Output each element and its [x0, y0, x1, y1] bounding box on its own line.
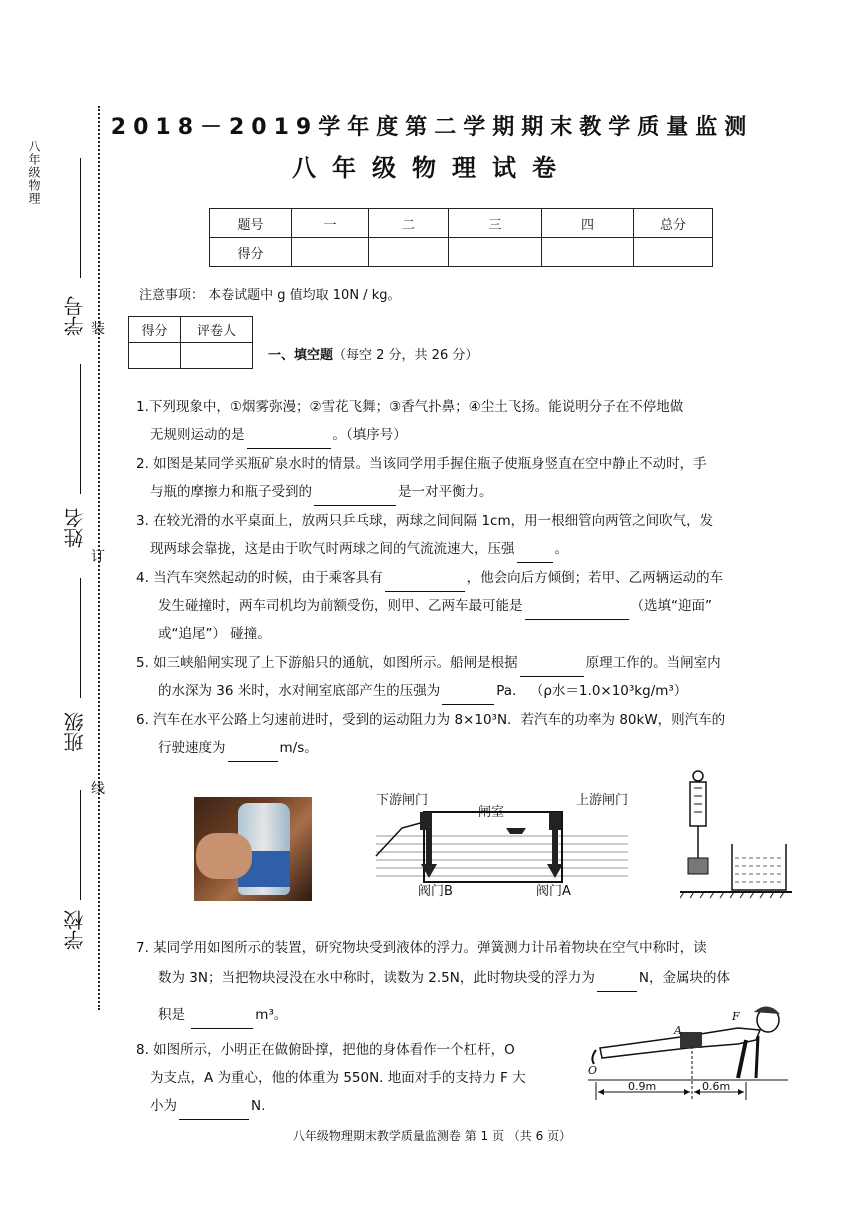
q2-text-end: 是一对平衡力。 [398, 484, 493, 500]
binding-mark-2: 订 [91, 549, 105, 565]
q5-answer-blank-1[interactable] [520, 661, 584, 677]
score-header-cell: 题号 [210, 209, 292, 238]
q4-text-4: （选填“迎面” [630, 598, 712, 614]
section-heading [268, 344, 478, 363]
pushup-force-f: F [732, 1010, 740, 1023]
student-id-label: 学号 [63, 296, 87, 336]
score-header-cell: 四 [542, 209, 634, 238]
grader-score-cell[interactable] [129, 343, 181, 369]
question-6-line-2 [158, 734, 318, 762]
q3-text: 现两球会靠拢，这是由于吹气时两球之间的气流流速大，压强 [150, 541, 515, 557]
score-header-cell: 二 [369, 209, 449, 238]
q7-text: 数为 3N；当把物块浸没在水中称时，读数为 2.5N，此时物块受的浮力为 [158, 970, 595, 986]
q2-text: 与瓶的摩擦力和瓶子受到的 [150, 484, 312, 500]
q1-answer-blank[interactable] [247, 433, 331, 449]
notice: 注意事项： 本卷试题中 g 值均取 10N / kg。 [139, 288, 401, 303]
score-cell[interactable] [292, 238, 369, 267]
exam-subtitle: 八年级物理试卷 [292, 154, 572, 182]
q4-answer-blank-1[interactable] [385, 576, 465, 592]
lock-label-downstream: 下游闸门 [376, 793, 429, 808]
lock-label-valve-b: 阀门B [418, 884, 453, 899]
question-1-line-1: 1.下列现象中，①烟雾弥漫；②雪花飞舞；③香气扑鼻；④尘土飞扬。能说明分子在不停地做 [136, 399, 684, 415]
spring-scale-diagram [680, 766, 792, 900]
pushup-diagram [588, 1000, 802, 1106]
q8-text: 小为 [150, 1098, 177, 1114]
score-cell[interactable] [542, 238, 634, 267]
q4-text-3: 发生碰撞时，两车司机均为前额受伤，则甲、乙两车最可能是 [158, 598, 523, 614]
binding-dotted-line [98, 106, 100, 1010]
class-line [80, 578, 81, 698]
score-table [209, 208, 713, 267]
question-3-line-1: 3. 在较光滑的水平桌面上，放两只乒乓球，两球之间间隔 1cm，用一根细管向两管之间吹气，发 [136, 513, 714, 529]
section-title: 一、填空题 [268, 348, 334, 363]
q7-answer-blank-2[interactable] [191, 1013, 253, 1029]
name-label: 姓名 [63, 508, 87, 548]
q6-text-end: m/s。 [279, 740, 318, 756]
q5-answer-blank-2[interactable] [442, 689, 494, 705]
score-header-cell: 三 [449, 209, 542, 238]
q3-text-end: 。 [554, 541, 568, 557]
q1-text-end: 。（填序号） [332, 427, 407, 443]
q4-text-2: ，他会向后方倾倒；若甲、乙两辆运动的车 [466, 570, 724, 586]
q5-text-3: 的水深为 36 米时，水对闸室底部产生的压强为 [158, 683, 441, 699]
question-1-line-2 [150, 421, 407, 449]
class-label: 班级 [63, 712, 87, 752]
pushup-point-a: A [674, 1024, 682, 1037]
lock-label-valve-a: 阀门A [536, 884, 571, 899]
question-3-line-2 [150, 535, 568, 563]
binding-mark-3: 线 [91, 781, 105, 797]
ship-lock-diagram [366, 784, 638, 900]
q7-text-3: 积是 [158, 1007, 190, 1023]
question-7-line-1: 7. 某同学用如图所示的装置，研究物块受到液体的浮力。弹簧测力计吊着物块在空气中称时，读 [136, 940, 707, 956]
q2-answer-blank[interactable] [314, 490, 396, 506]
q8-answer-blank[interactable] [179, 1104, 249, 1120]
q5-text: 5. 如三峡船闸实现了上下游船只的通航，如图所示。船闸是根据 [136, 655, 518, 671]
question-7-line-2 [158, 964, 730, 992]
exam-title: 2018－2019学年度第二学期期末教学质量监测 [110, 115, 754, 140]
q4-text: 4. 当汽车突然起动的时候，由于乘客具有 [136, 570, 383, 586]
question-2-line-2 [150, 478, 493, 506]
grader-table [128, 316, 253, 369]
grader-score-label: 得分 [129, 317, 181, 343]
hand-shape [196, 833, 252, 879]
score-row-label: 得分 [210, 238, 292, 267]
grader-name-cell[interactable] [181, 343, 253, 369]
q6-answer-blank[interactable] [228, 746, 278, 762]
q7-text-4: m³。 [255, 1007, 288, 1023]
question-2-line-1: 2. 如图是某同学买瓶矿泉水时的情景。当该同学用手握住瓶子使瓶身竖直在空中静止不动时，手 [136, 456, 707, 472]
name-line [80, 364, 81, 494]
question-8-line-1: 8. 如图所示，小明正在做俯卧撑，把他的身体看作一个杠杆，O [136, 1042, 515, 1058]
q3-answer-blank[interactable] [517, 547, 553, 563]
score-header-cell: 总分 [634, 209, 713, 238]
q7-answer-blank-1[interactable] [597, 976, 637, 992]
score-cell[interactable] [369, 238, 449, 267]
pushup-dim-1: 0.9m [628, 1080, 657, 1093]
score-cell[interactable] [634, 238, 713, 267]
q1-text: 无规则运动的是 [150, 427, 245, 443]
grader-name-label: 评卷人 [181, 317, 253, 343]
q8-text-end: N. [251, 1098, 266, 1114]
binding-mark-1: 装 [91, 321, 105, 337]
lock-label-chamber: 闸室 [478, 805, 505, 820]
question-8-line-3 [150, 1092, 265, 1120]
q5-text-4: Pa． （ρ水＝1.0×10³kg/m³） [496, 683, 688, 699]
question-6-line-1: 6. 汽车在水平公路上匀速前进时，受到的运动阻力为 8×10³N．若汽车的功率为 80kW，则汽车的 [136, 712, 726, 728]
school-label: 学校 [63, 910, 87, 950]
q5-text-2: 原理工作的。当闸室内 [585, 655, 721, 671]
score-cell[interactable] [449, 238, 542, 267]
lock-label-upstream: 上游闸门 [576, 793, 629, 808]
score-table-header-row [210, 209, 713, 238]
score-header-cell: 一 [292, 209, 369, 238]
section-note: （每空 2 分，共 26 分） [333, 348, 479, 363]
pushup-dim-2: 0.6m [702, 1080, 731, 1093]
question-4-line-3: 或“追尾”） 碰撞。 [158, 626, 271, 642]
pushup-point-o: O [588, 1064, 598, 1077]
page-footer: 八年级物理期末教学质量监测卷 第 1 页 （共 6 页） [292, 1129, 572, 1143]
question-4-line-1 [136, 564, 723, 592]
score-table-score-row [210, 238, 713, 267]
question-7-line-3 [158, 1001, 287, 1029]
q7-text-2: N，金属块的体 [638, 970, 730, 986]
water-bottle-photo [194, 797, 312, 901]
question-8-line-2: 为支点，A 为重心，他的体重为 550N. 地面对手的支持力 F 大 [150, 1070, 526, 1086]
question-5-line-2 [158, 677, 687, 705]
binding-subject: 八年级物理 [27, 140, 41, 205]
q6-text: 行驶速度为 [158, 740, 226, 756]
q4-answer-blank-2[interactable] [525, 604, 629, 620]
question-5-line-1 [136, 649, 721, 677]
question-4-line-2 [158, 592, 712, 620]
school-line [80, 790, 81, 900]
